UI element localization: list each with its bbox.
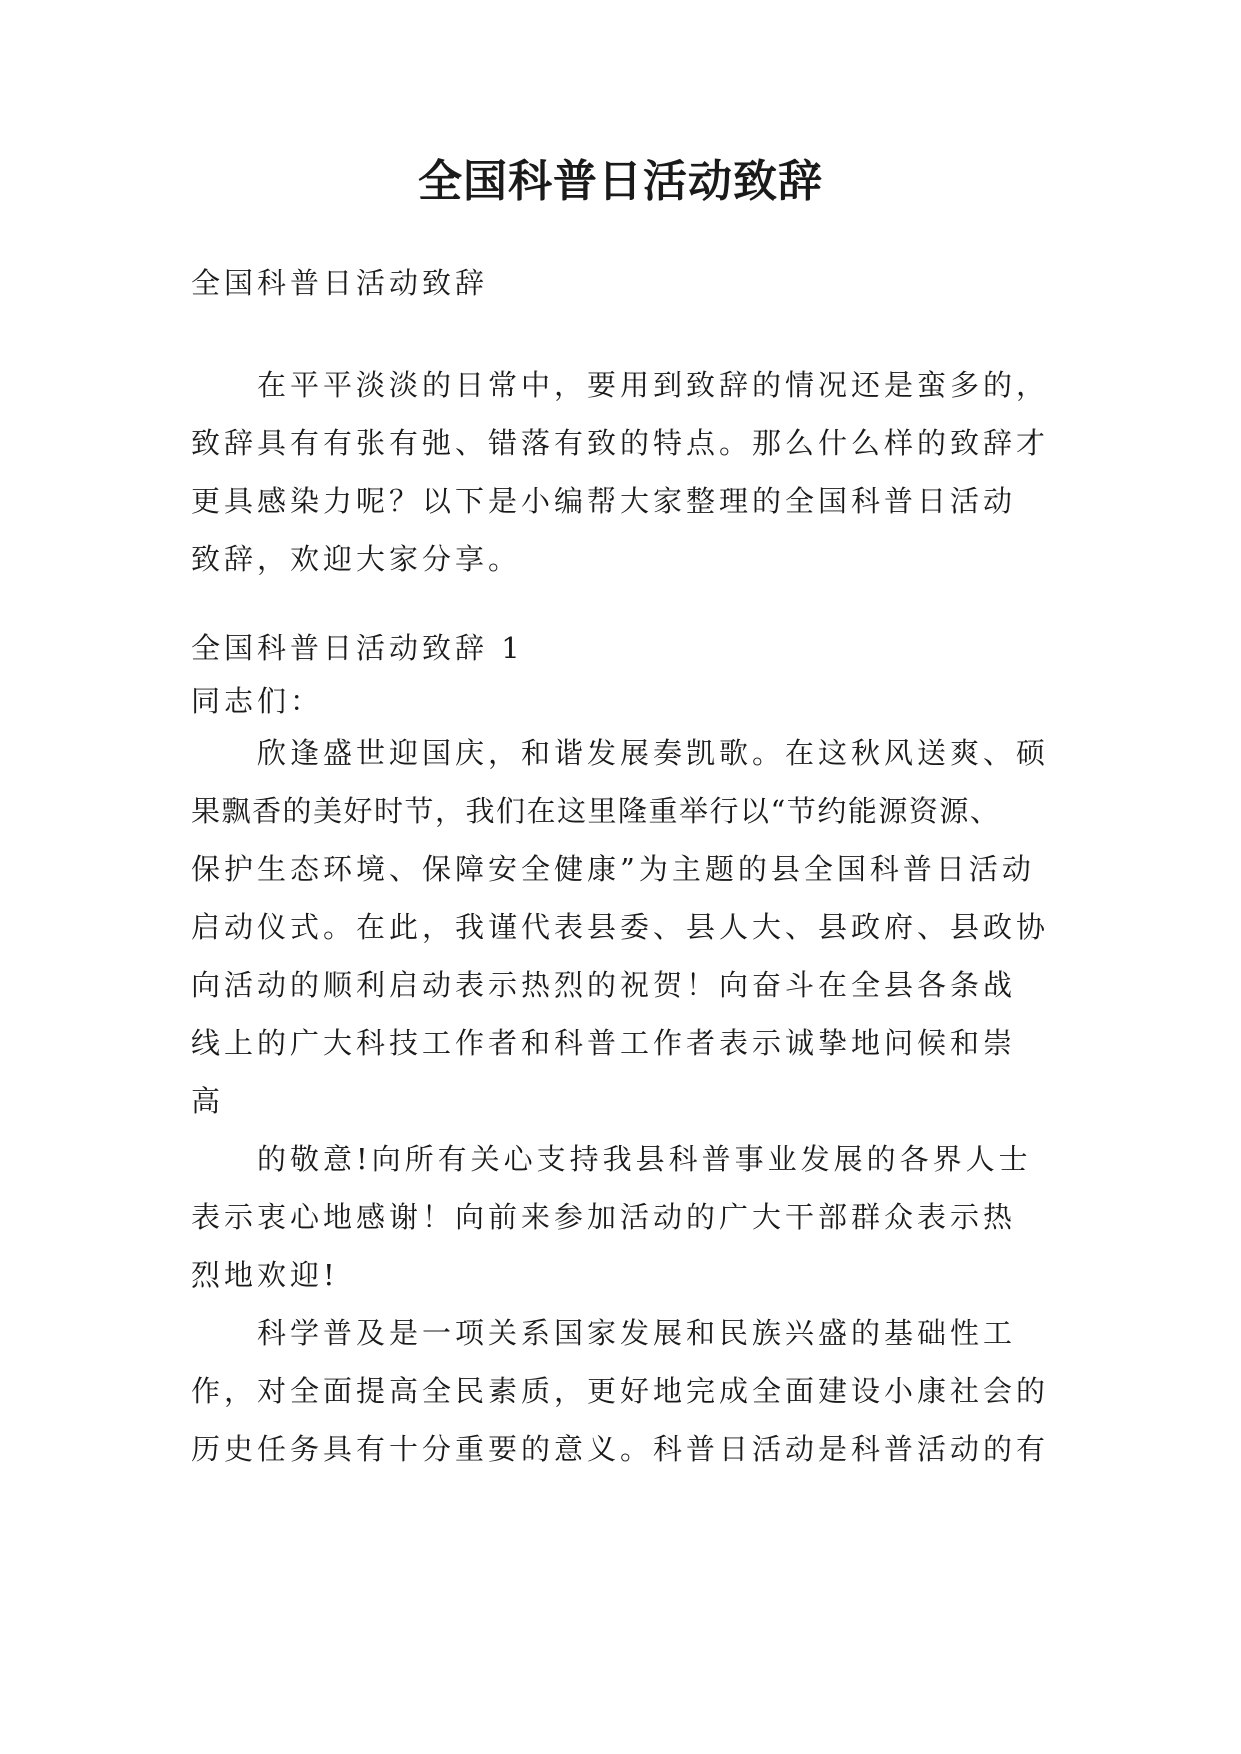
paragraph-line: 线上的广大科技工作者和科普工作者表示诚挚地问候和崇 [191, 1026, 1017, 1060]
paragraph-line: 高 [191, 1084, 225, 1118]
paragraph-3 [191, 1304, 1061, 1478]
intro-line: 致辞具有有张有弛、错落有致的特点。那么什么样的致辞才 [191, 426, 1050, 460]
intro-line: 在平平淡淡的日常中，要用到致辞的情况还是蛮多的， [257, 368, 1050, 402]
intro-line: 更具感染力呢？以下是小编帮大家整理的全国科普日活动 [191, 484, 1017, 518]
document-subtitle: 全国科普日活动致辞 [191, 266, 489, 300]
paragraph-line: 果飘香的美好时节，我们在这里隆重举行以“节约能源资源、 [191, 794, 1001, 828]
paragraph-line: 历史任务具有十分重要的意义。科普日活动是科普活动的有 [191, 1432, 1050, 1466]
salutation: 同志们： [191, 684, 324, 718]
paragraph-line: 保护生态环境、保障安全健康”为主题的县全国科普日活动 [191, 852, 1035, 886]
paragraph-2 [191, 1130, 1061, 1304]
paragraph-line: 欣逢盛世迎国庆，和谐发展奏凯歌。在这秋风送爽、硕 [257, 736, 1050, 770]
document-title: 全国科普日活动致辞 [418, 156, 823, 207]
paragraph-line: 科学普及是一项关系国家发展和民族兴盛的基础性工 [257, 1316, 1017, 1350]
paragraph-line: 烈地欢迎! [191, 1258, 339, 1292]
paragraph-line: 表示衷心地感谢！向前来参加活动的广大干部群众表示热 [191, 1200, 1017, 1234]
paragraph-line: 启动仪式。在此，我谨代表县委、县人大、县政府、县政协 [191, 910, 1050, 944]
paragraph-1 [191, 724, 1061, 1130]
intro-paragraph [191, 356, 1061, 588]
section-heading: 全国科普日活动致辞 1 [191, 631, 524, 665]
paragraph-line: 作，对全面提高全民素质，更好地完成全面建设小康社会的 [191, 1374, 1050, 1408]
paragraph-line: 的敬意!向所有关心支持我县科普事业发展的各界人士 [257, 1142, 1032, 1176]
intro-line: 致辞，欢迎大家分享。 [191, 542, 522, 576]
paragraph-line: 向活动的顺利启动表示热烈的祝贺！向奋斗在全县各条战 [191, 968, 1017, 1002]
